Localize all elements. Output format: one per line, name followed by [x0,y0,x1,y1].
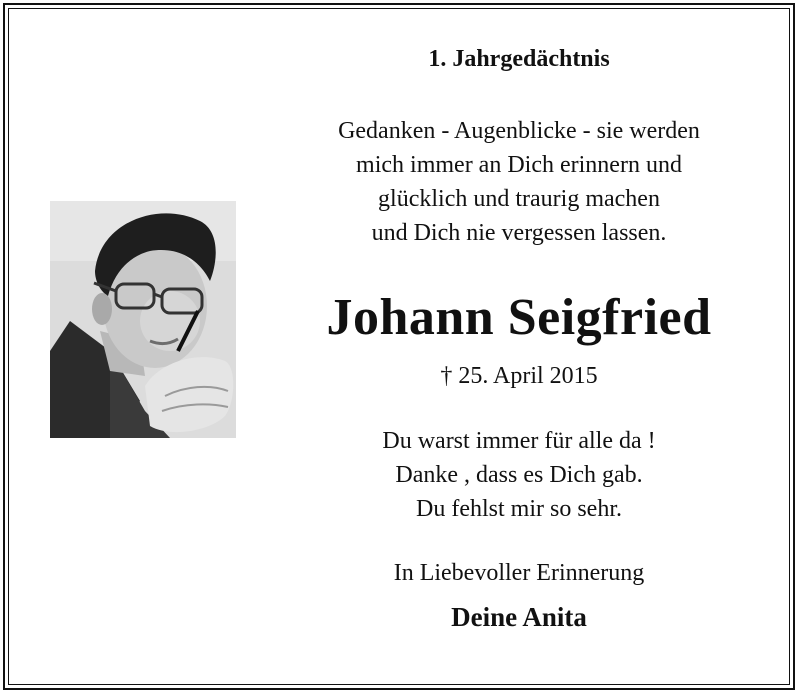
farewell-message [280,424,758,526]
remembrance-line: In Liebevoller Erinnerung [393,560,645,586]
poem-line: und Dich nie vergessen lassen. [371,220,667,246]
death-date: † 25. April 2015 [440,363,598,389]
poem-line: glücklich und traurig machen [378,186,660,212]
anniversary-heading: 1. Jahrgedächtnis [428,46,610,72]
message-line: Du warst immer für alle da ! [382,428,656,454]
message-line: Du fehlst mir so sehr. [416,496,622,522]
portrait-photo [50,201,236,438]
poem-line: Gedanken - Augenblicke - sie werden [338,118,700,144]
signature: Deine Anita [451,602,587,632]
message-line: Danke , dass es Dich gab. [395,462,643,488]
deceased-name: Johann Seigfried [326,289,712,346]
poem-line: mich immer an Dich erinnern und [356,152,682,178]
poem [280,114,758,250]
